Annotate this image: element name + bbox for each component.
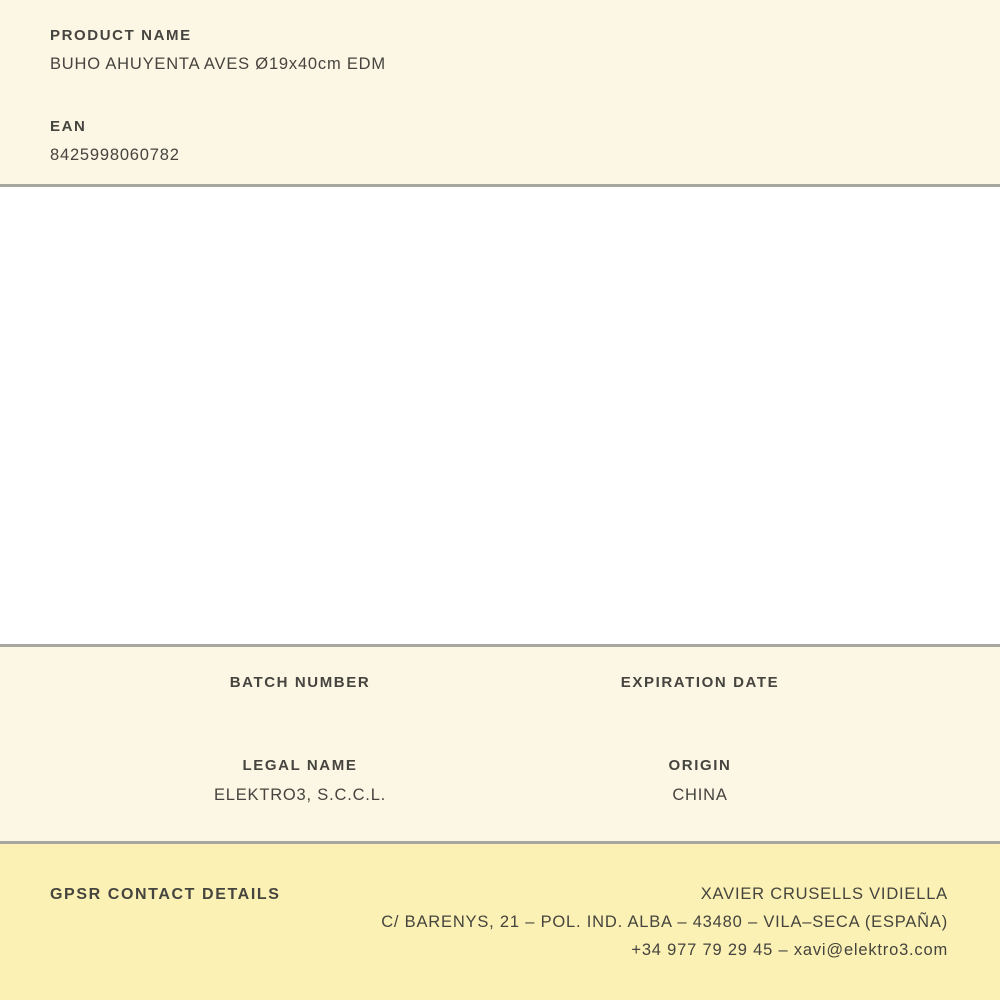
batch-number-field (100, 674, 500, 703)
gpsr-contact-block (381, 885, 948, 1000)
details-section (0, 647, 1000, 841)
legal-name-field (100, 757, 500, 805)
expiration-date-field (500, 674, 900, 703)
origin-value: CHINA (672, 786, 728, 804)
legal-name-label: LEGAL NAME (242, 757, 358, 774)
product-name-label: PRODUCT NAME (50, 27, 192, 44)
gpsr-contact-name: XAVIER CRUSELLS VIDIELLA (700, 885, 948, 903)
details-row (100, 757, 900, 805)
product-name-field (50, 27, 950, 74)
origin-label: ORIGIN (668, 757, 732, 774)
gpsr-contact-section (0, 844, 1000, 1000)
gpsr-contact-title: GPSR CONTACT DETAILS (50, 886, 281, 903)
details-row (100, 674, 900, 703)
product-name-value: BUHO AHUYENTA AVES Ø19x40cm EDM (50, 55, 386, 73)
legal-name-value: ELEKTRO3, S.C.C.L. (213, 786, 387, 804)
ean-label: EAN (50, 118, 87, 135)
gpsr-contact-address: C/ BARENYS, 21 – POL. IND. ALBA – 43480 – VILA–SECA (ESPAÑA) (381, 913, 948, 931)
ean-field (50, 118, 950, 165)
expiration-date-label: EXPIRATION DATE (620, 674, 780, 691)
origin-field (500, 757, 900, 805)
product-image-area (0, 187, 1000, 644)
gpsr-contact-phone-email: +34 977 79 29 45 – xavi@elektro3.com (631, 941, 948, 959)
ean-value: 8425998060782 (50, 146, 180, 164)
batch-number-label: BATCH NUMBER (229, 674, 371, 691)
product-header-section (0, 0, 1000, 184)
